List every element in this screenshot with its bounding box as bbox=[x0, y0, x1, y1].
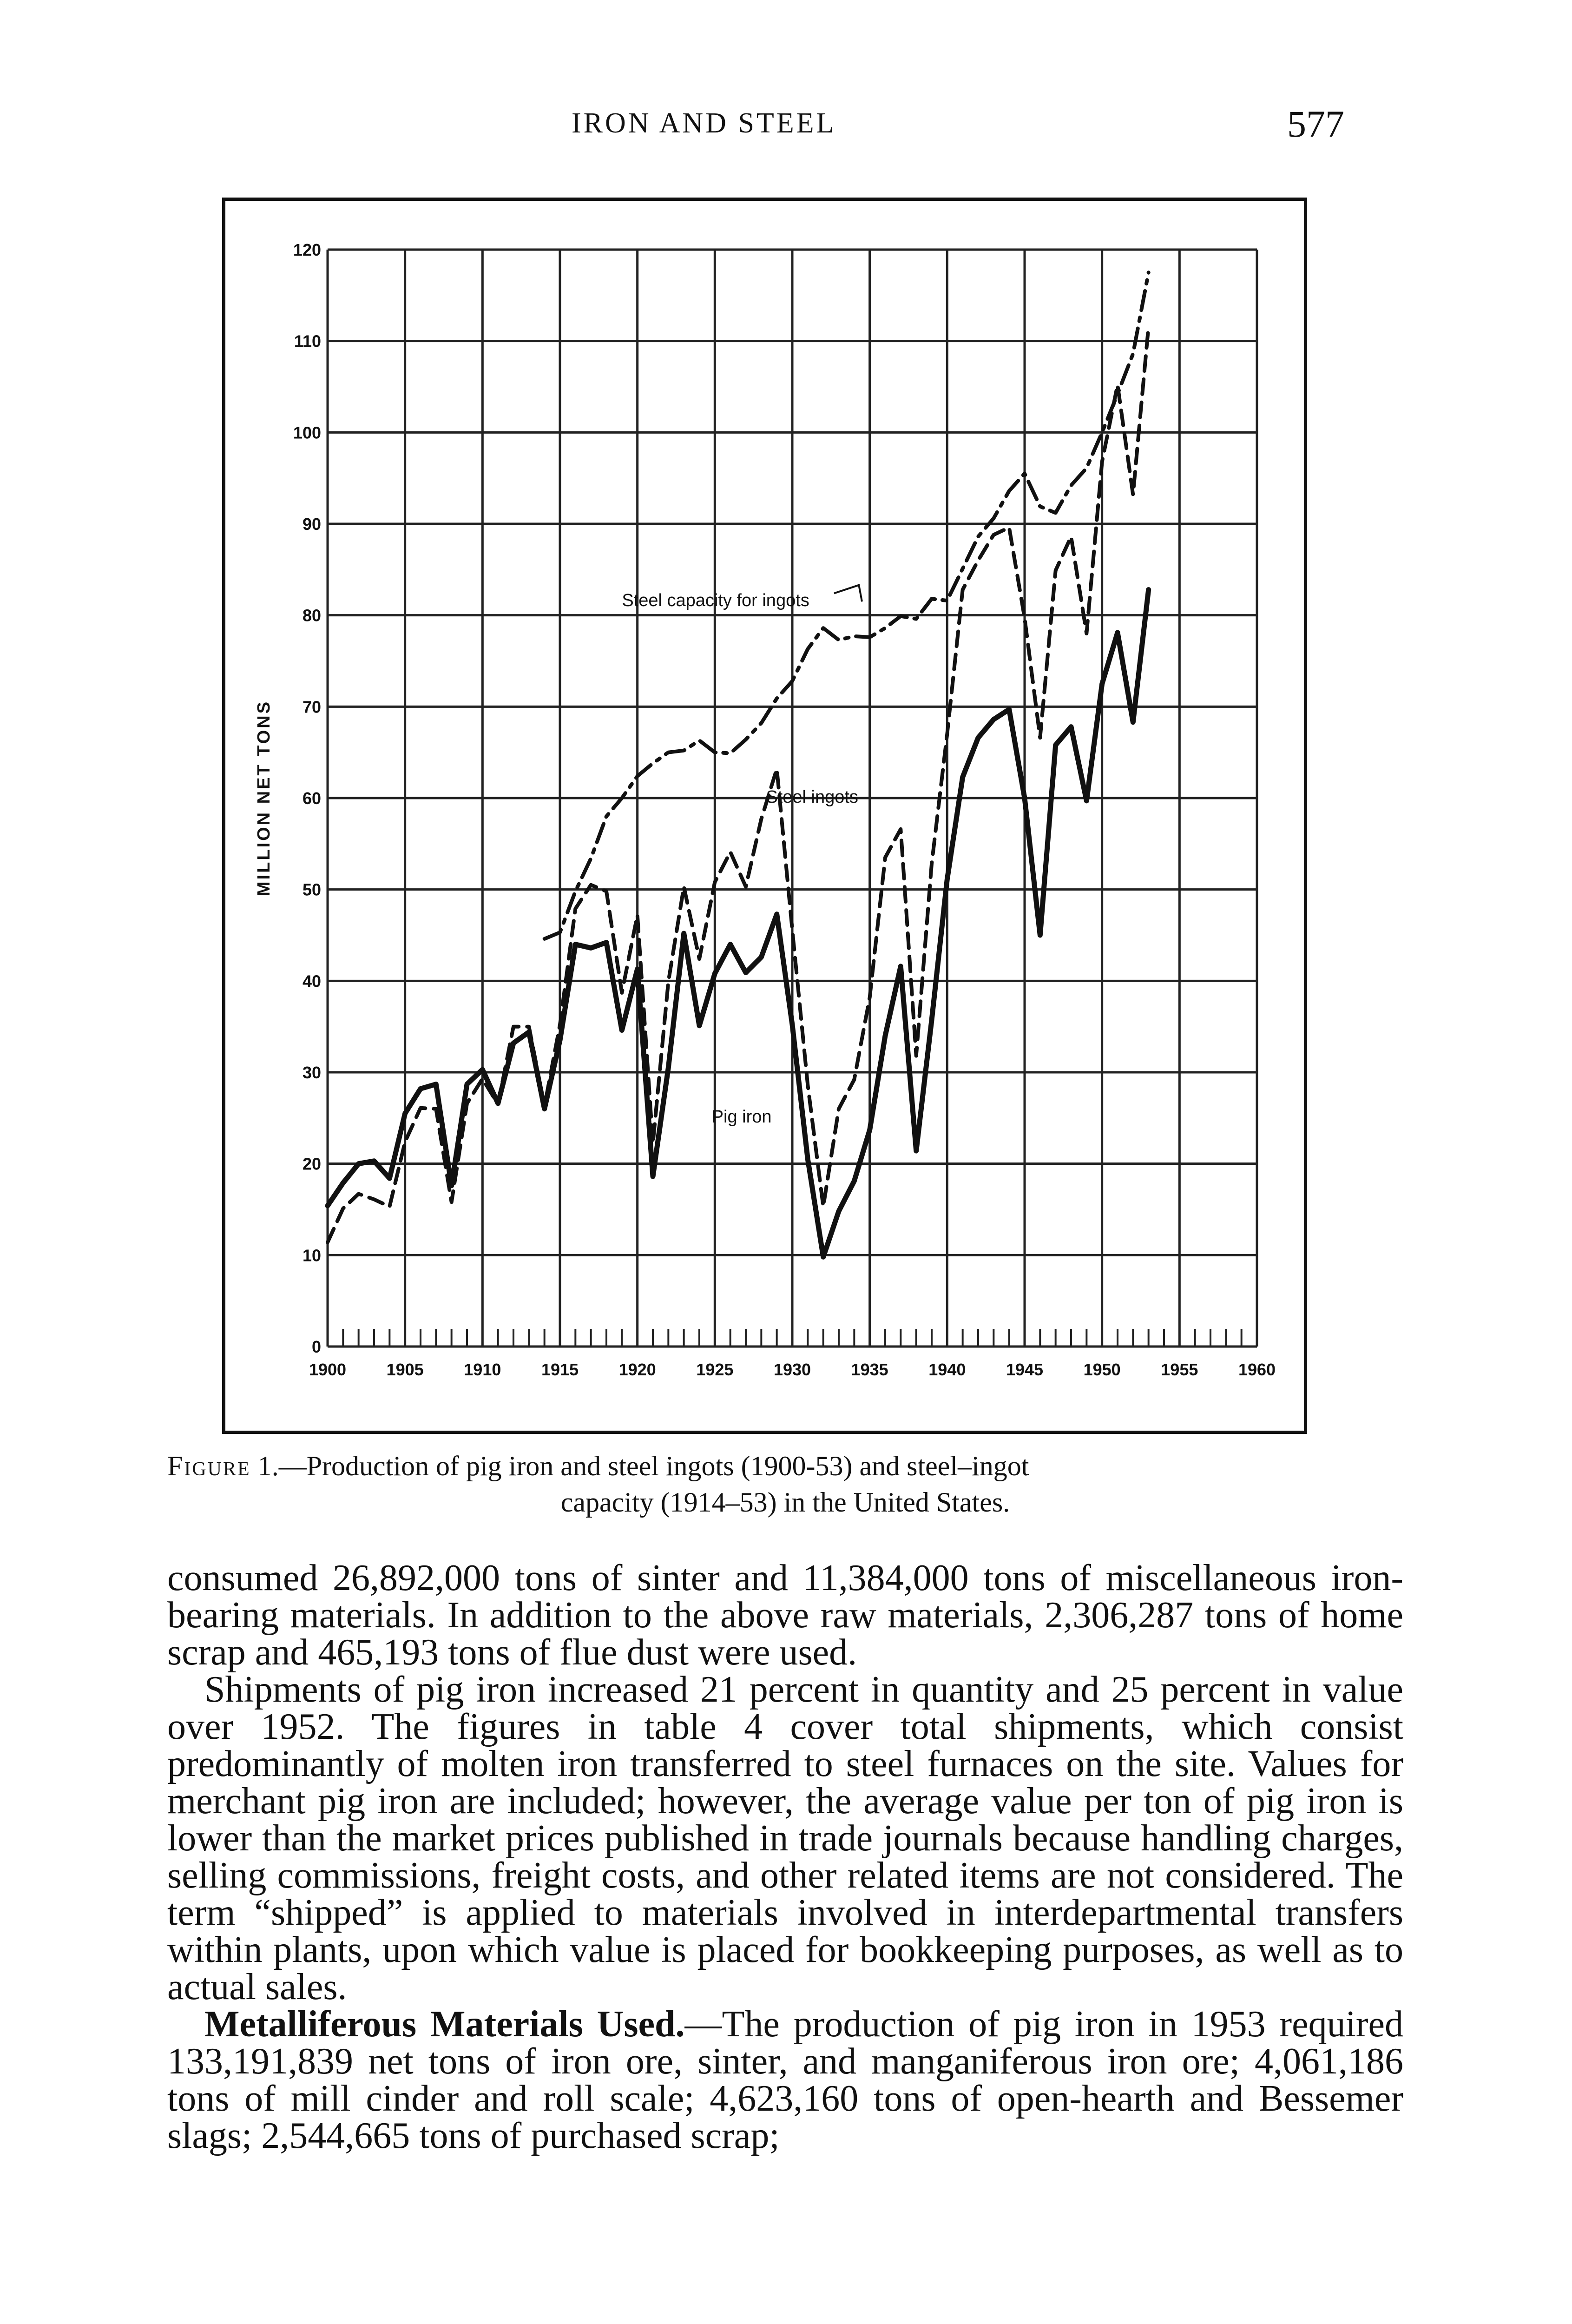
series-annotation: Steel ingots bbox=[766, 787, 858, 807]
figure-caption bbox=[167, 1448, 1403, 1520]
annotation-arrow bbox=[834, 585, 862, 601]
x-tick-label: 1940 bbox=[928, 1360, 966, 1379]
y-tick-label: 40 bbox=[302, 971, 321, 991]
chart-ticks bbox=[328, 1329, 1257, 1347]
x-tick-label: 1910 bbox=[464, 1360, 501, 1379]
y-tick-label: 60 bbox=[302, 789, 321, 808]
x-tick-label: 1935 bbox=[851, 1360, 888, 1379]
x-tick-label: 1945 bbox=[1006, 1360, 1044, 1379]
y-axis-label: MILLION NET TONS bbox=[254, 700, 274, 897]
caption-label: Figure bbox=[167, 1451, 251, 1481]
caption-line-1: 1.—Production of pig iron and steel ingots (1900-53) and steel–ingot bbox=[250, 1451, 1029, 1481]
y-tick-label: 0 bbox=[311, 1337, 321, 1356]
x-tick-label: 1925 bbox=[696, 1360, 734, 1379]
x-tick-label: 1915 bbox=[541, 1360, 579, 1379]
y-tick-label: 110 bbox=[294, 331, 321, 351]
x-tick-label: 1955 bbox=[1161, 1360, 1198, 1379]
production-chart bbox=[225, 201, 1304, 1431]
y-tick-label: 80 bbox=[302, 606, 321, 625]
paragraph-3-text: —The production of pig iron in 1953 required 133,191,839 net tons of iron ore, sinter, and manganiferous iron ore; 4,061,186 tons of mill cinder and roll scale; 4,623,160 tons of open-hearth and Bessemer slags; 2,544,665 tons of purchased scrap; bbox=[167, 2004, 1403, 2156]
x-tick-label: 1900 bbox=[309, 1360, 347, 1379]
body-text bbox=[167, 1559, 1403, 2154]
y-tick-label: 50 bbox=[302, 880, 321, 899]
page-number: 577 bbox=[1287, 103, 1344, 145]
x-tick-label: 1905 bbox=[386, 1360, 424, 1379]
figure-frame bbox=[222, 198, 1307, 1434]
y-tick-label: 120 bbox=[293, 240, 321, 259]
y-tick-label: 100 bbox=[293, 423, 321, 442]
y-tick-label: 70 bbox=[302, 697, 321, 717]
paragraph-2: Shipments of pig iron increased 21 percent in quantity and 25 percent in value over 1952. The figures in table 4 cover total shipments, which consist predominantly of molten iron transferred to steel furnaces on the site. Values for merchant pig iron are included; however, the average value per ton of pig iron is lower than the market prices published in trade journals because handling charges, selling commissions, freight costs, and other related items are not considered. The term “shipped” is applied to materials involved in interdepartmental transfers within plants, upon which value is placed for bookkeeping purposes, as well as to actual sales. bbox=[167, 1669, 1403, 2007]
caption-line-2: capacity (1914–53) in the United States. bbox=[560, 1487, 1010, 1518]
y-tick-label: 10 bbox=[302, 1246, 321, 1265]
paragraph-3 bbox=[167, 2006, 1403, 2154]
series-annotation: Pig iron bbox=[711, 1107, 772, 1127]
page-header bbox=[0, 102, 1572, 158]
paragraph-1: consumed 26,892,000 tons of sinter and 11,384,000 tons of miscellaneous iron-bearing materials. In addition to the above raw materials, 2,306,287 tons of home scrap and 465,193 tons of flue dust were used. bbox=[167, 1558, 1403, 1673]
y-tick-label: 20 bbox=[302, 1154, 321, 1174]
series-annotation: Steel capacity for ingots bbox=[622, 591, 809, 610]
x-tick-label: 1960 bbox=[1238, 1360, 1276, 1379]
paragraph-3-heading: Metalliferous Materials Used. bbox=[204, 2004, 685, 2045]
x-tick-label: 1930 bbox=[773, 1360, 811, 1379]
y-tick-label: 30 bbox=[302, 1063, 321, 1082]
running-head: IRON AND STEEL bbox=[572, 107, 836, 139]
x-tick-label: 1950 bbox=[1083, 1360, 1121, 1379]
y-tick-label: 90 bbox=[302, 515, 321, 534]
x-tick-label: 1920 bbox=[618, 1360, 656, 1379]
